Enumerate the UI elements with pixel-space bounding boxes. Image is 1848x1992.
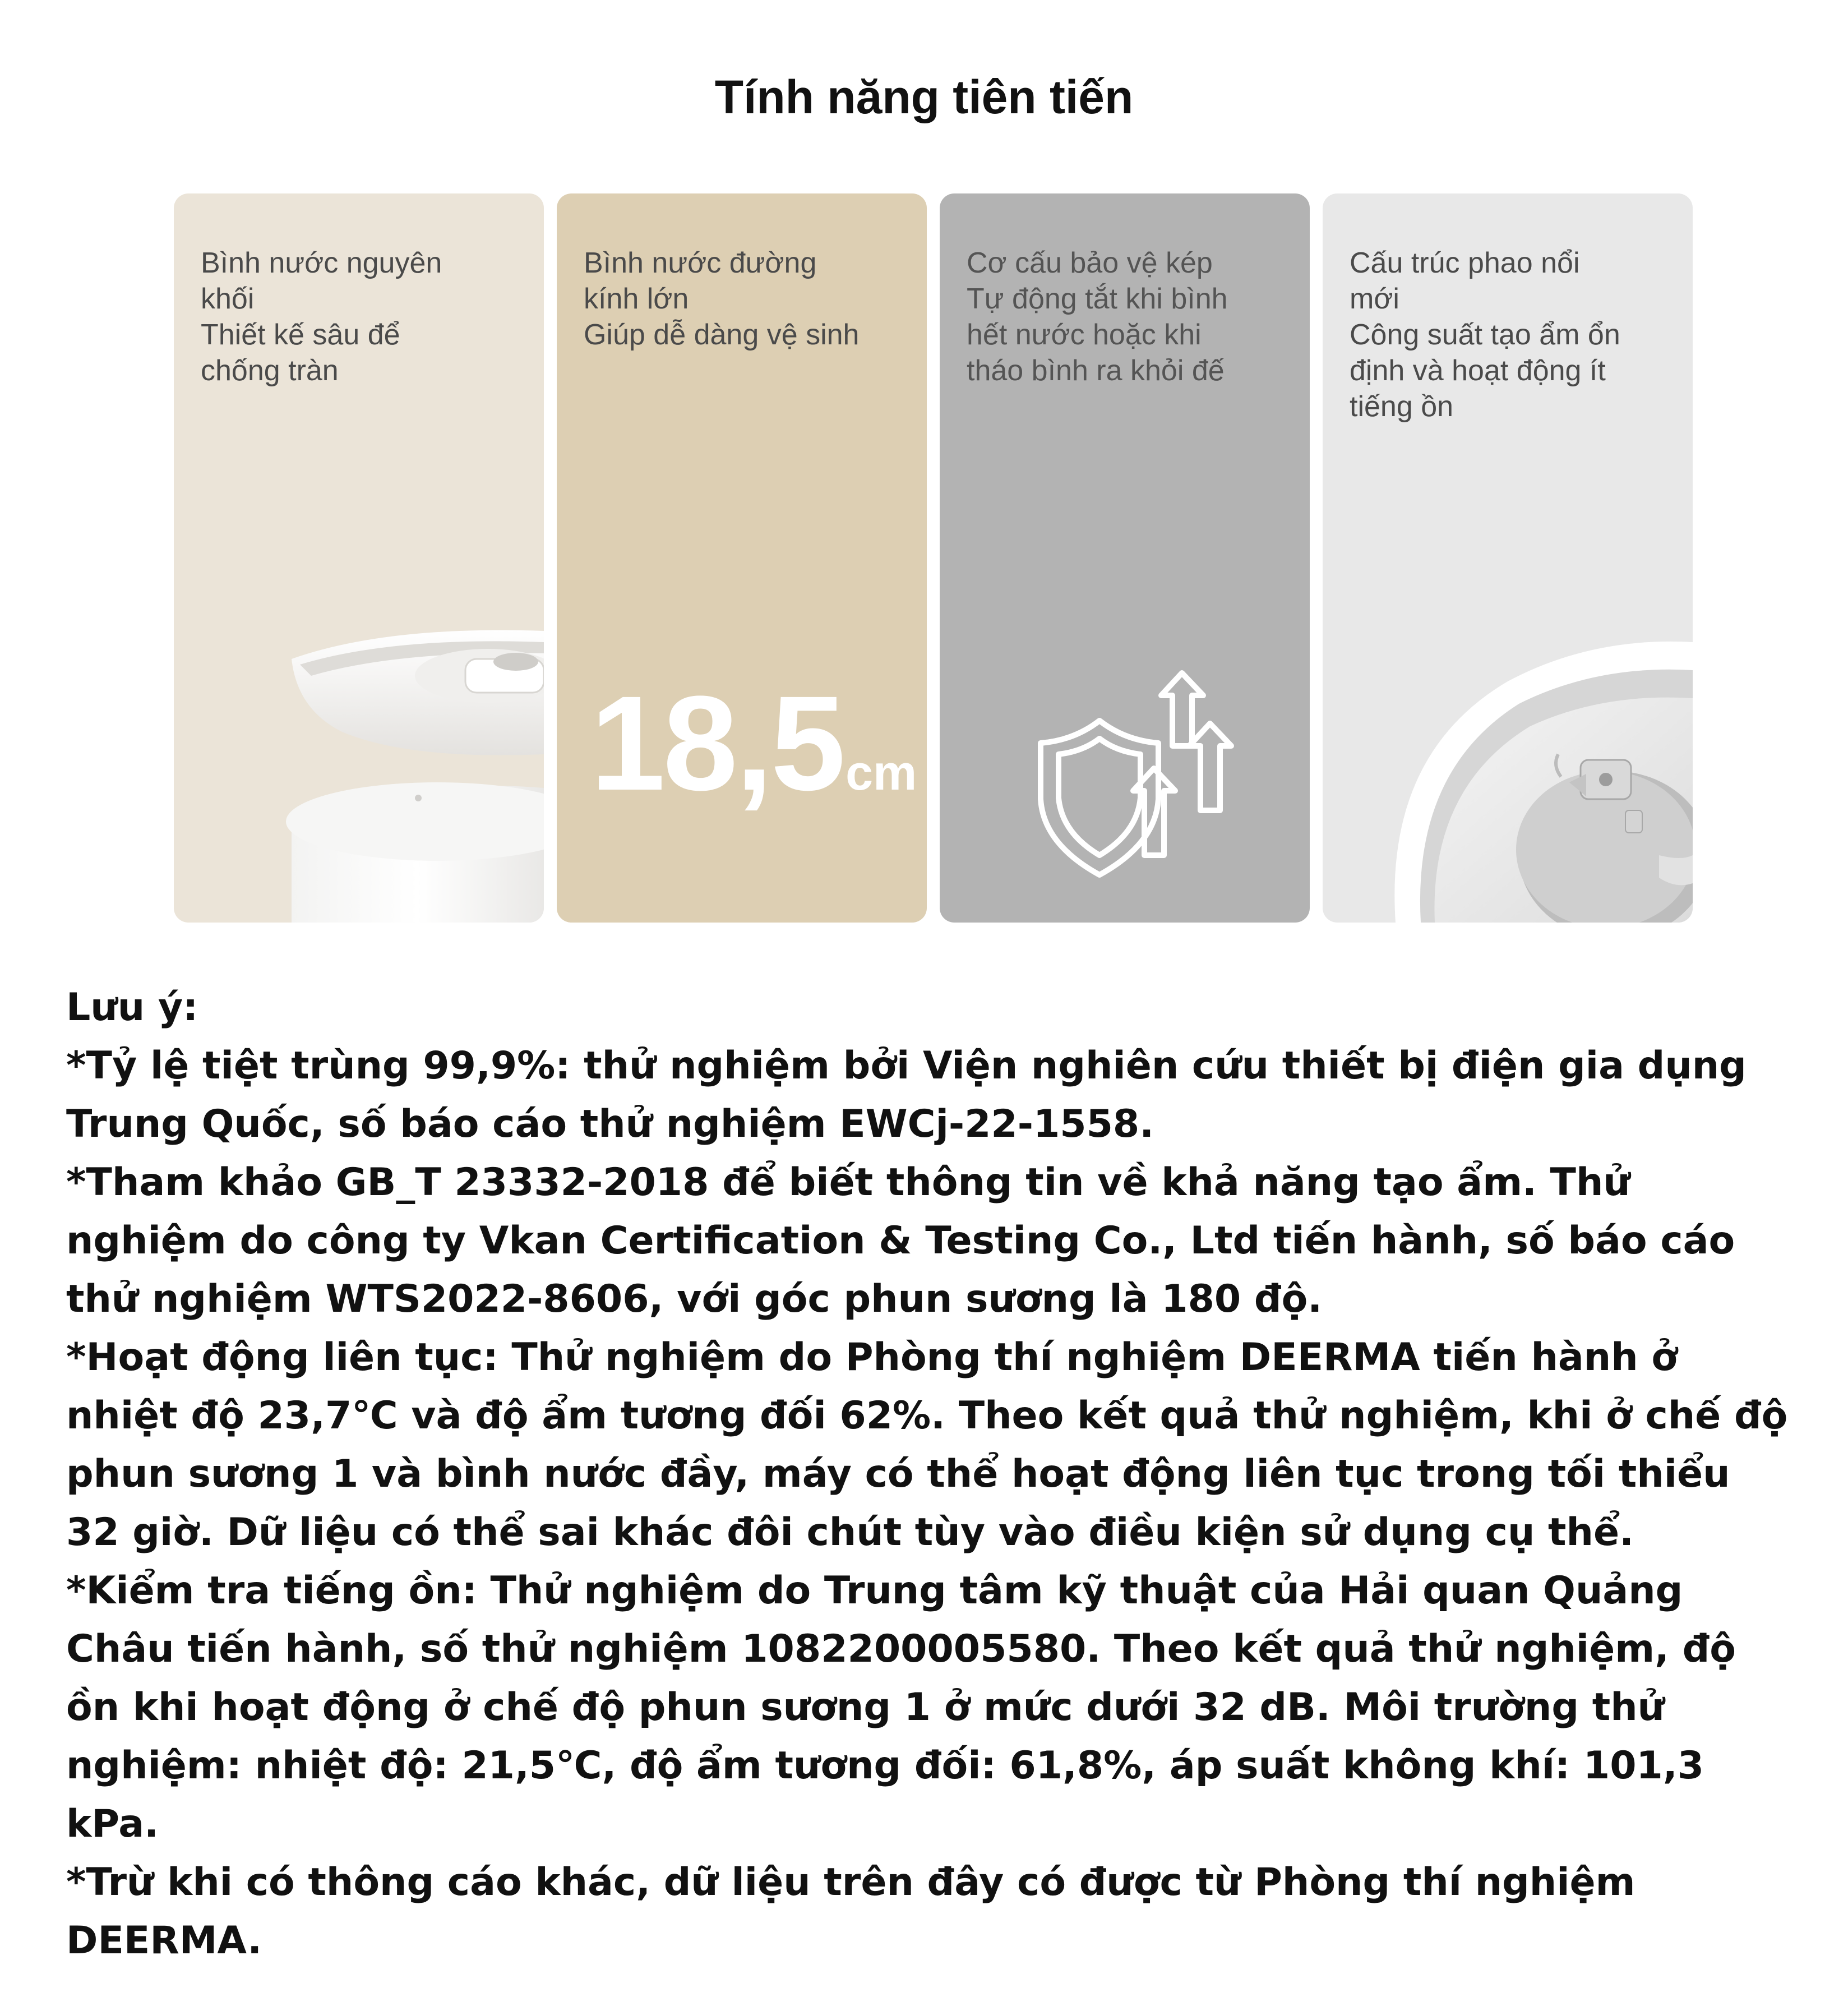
note-item: *Tham khảo GB_T 23332-2018 để biết thông tin về khả năng tạo ẩm. Thử nghiệm do công ty Vkan Certification & Testing Co., Ltd tiến hành, số báo cáo thử nghiệm WTS2022-8606, với góc phun sương là 180 độ.	[66, 1160, 1735, 1321]
card-text: Bình nước nguyên khối Thiết kế sâu để chống tràn	[201, 247, 442, 387]
notes-heading: Lưu ý:	[66, 985, 198, 1030]
note-item: *Kiểm tra tiếng ồn: Thử nghiệm do Trung tâm kỹ thuật của Hải quan Quảng Châu tiến hành, số thử nghiệm 1082200005580. Theo kết quả thử nghiệm, độ ồn khi hoạt động ở chế độ phun sương 1 ở mức dưới 32 dB. Môi trường thử nghiệm: nhiệt độ: 21,5℃, độ ẩm tương đối: 61,8%, áp suất không khí: 101,3 kPa.	[66, 1569, 1736, 1846]
card-text: Bình nước đường kính lớn Giúp dễ dàng vệ sinh	[584, 247, 860, 351]
notes-section	[66, 979, 1793, 1970]
feature-card-wide-opening	[557, 193, 927, 923]
diameter-value	[590, 670, 917, 816]
note-item: *Tỷ lệ tiệt trùng 99,9%: thử nghiệm bởi Viện nghiên cứu thiết bị điện gia dụng Trung Quốc, số báo cáo thử nghiệm EWCj-22-1558.	[66, 1044, 1747, 1146]
page-title: Tính năng tiên tiến	[714, 71, 1134, 123]
diameter-number: 18,5	[590, 668, 844, 818]
note-item: *Trừ khi có thông cáo khác, dữ liệu trên đây có được từ Phòng thí nghiệm DEERMA.	[66, 1860, 1636, 1963]
diameter-unit: cm	[846, 745, 917, 800]
feature-card-float	[1323, 193, 1693, 923]
feature-cards	[174, 193, 1693, 923]
card-text: Cơ cấu bảo vệ kép Tự động tắt khi bình hết nước hoặc khi tháo bình ra khỏi đế	[967, 247, 1228, 387]
note-item: *Hoạt động liên tục: Thử nghiệm do Phòng thí nghiệm DEERMA tiến hành ở nhiệt độ 23,7℃ và độ ẩm tương đối 62%. Theo kết quả thử nghiệm, khi ở chế độ phun sương 1 và bình nước đầy, máy có thể hoạt động liên tục trong tối thiểu 32 giờ. Dữ liệu có thể sai khác đôi chút tùy vào điều kiện sử dụng cụ thể.	[66, 1335, 1788, 1555]
feature-card-protection	[940, 193, 1310, 923]
card-text: Cấu trúc phao nổi mới Công suất tạo ẩm ổn định và hoạt động ít tiếng ồn	[1350, 247, 1620, 423]
shield-arrows-icon	[940, 193, 1310, 923]
feature-card-tank	[174, 193, 544, 923]
